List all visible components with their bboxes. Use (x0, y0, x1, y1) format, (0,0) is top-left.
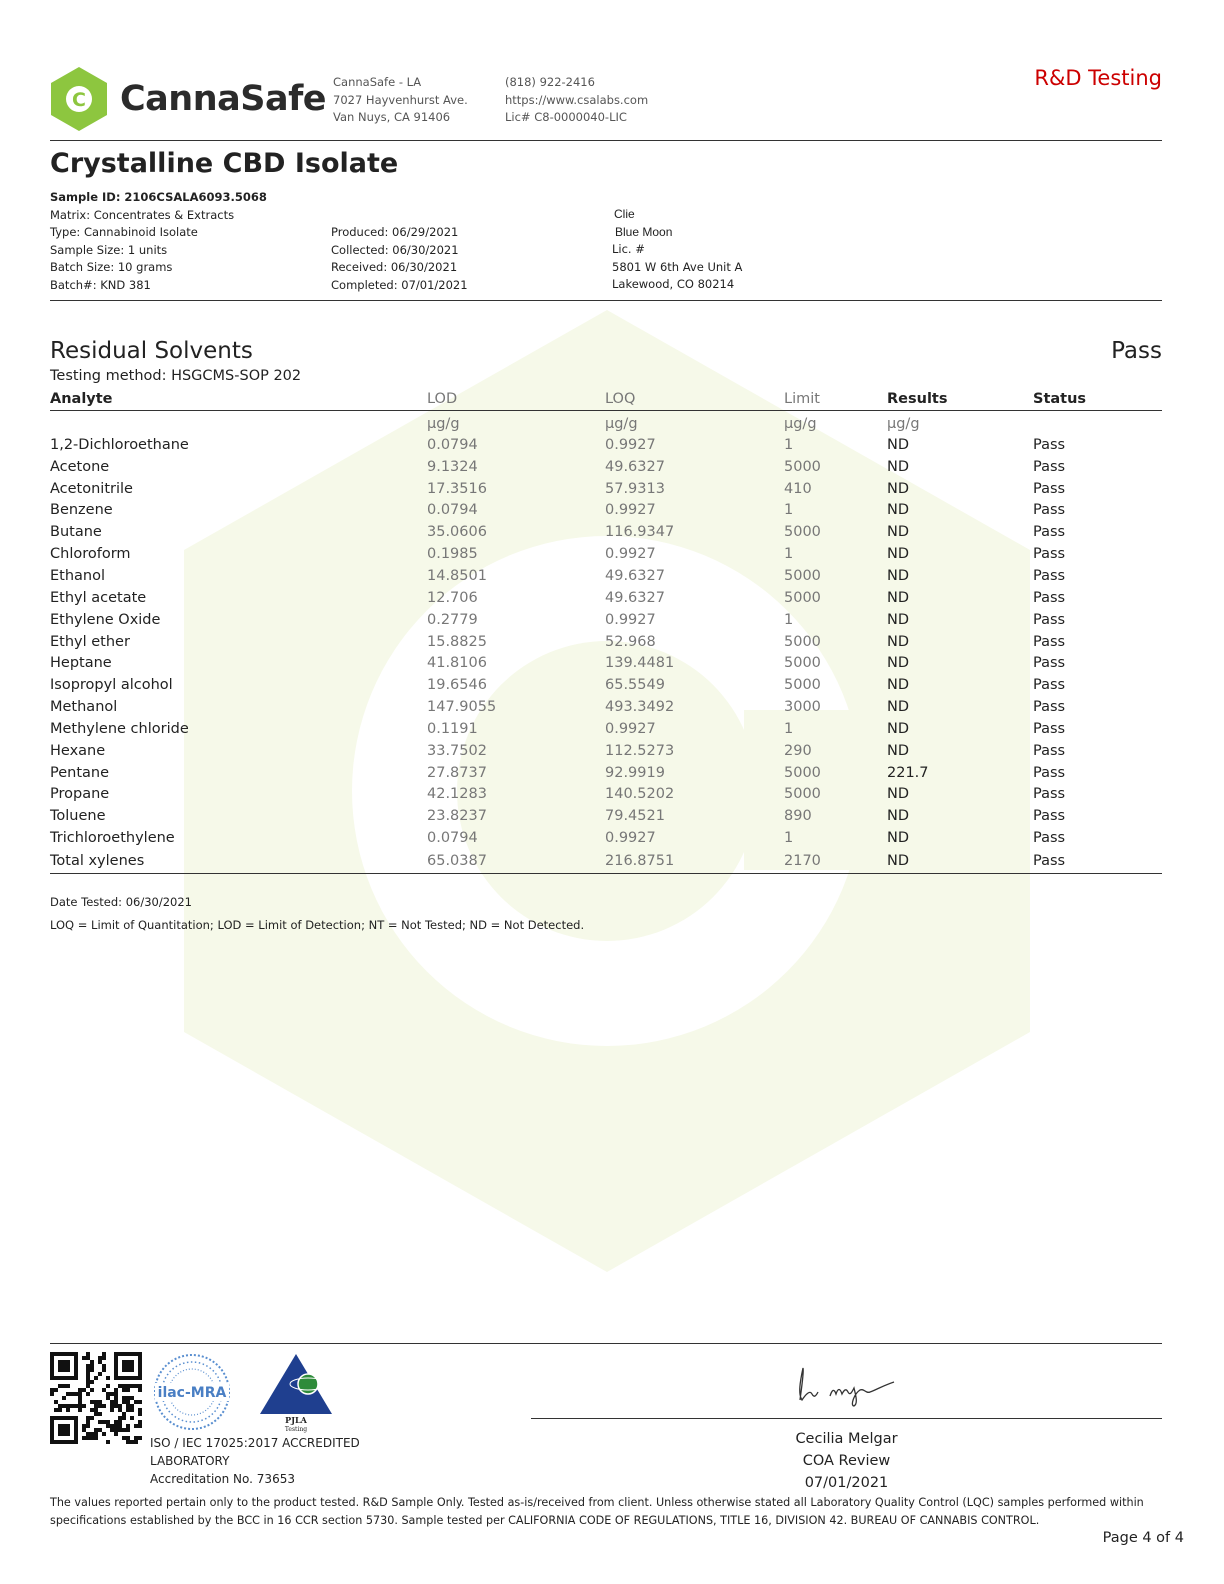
loq-cell: 0.9927 (605, 720, 656, 737)
lod-cell: 19.6546 (427, 677, 487, 694)
units-row (50, 410, 1162, 434)
limit-cell: 5000 (784, 524, 821, 541)
sample-info (50, 189, 267, 294)
result-cell: ND (887, 720, 910, 737)
client-address-line2: Lakewood, CO 80214 (612, 277, 735, 291)
received-date: Received: 06/30/2021 (331, 260, 458, 274)
lod-cell: 9.1324 (427, 458, 478, 475)
table-row (50, 827, 1162, 849)
loq-cell: 0.9927 (605, 546, 656, 563)
status-cell: Pass (1033, 524, 1066, 541)
client-name: Blue Moon (615, 224, 673, 239)
lod-cell: 27.8737 (427, 764, 487, 781)
unit-cell (50, 410, 427, 434)
status-cell: Pass (1033, 830, 1066, 847)
ilac-label: ilac-MRA (157, 1385, 227, 1401)
hexagon-logo-icon (50, 66, 108, 132)
lod-cell: 42.1283 (427, 786, 487, 803)
lod-cell: 0.0794 (427, 830, 478, 847)
status-cell: Pass (1033, 655, 1066, 672)
table-row (50, 456, 1162, 478)
table-header-row (50, 389, 1162, 410)
header-loq: LOQ (605, 389, 784, 410)
table-row (50, 478, 1162, 500)
status-cell: Pass (1033, 808, 1066, 825)
lod-cell: 23.8237 (427, 808, 487, 825)
header-status: Status (1033, 389, 1162, 410)
header-analyte: Analyte (50, 389, 427, 410)
limit-cell: 5000 (784, 458, 821, 475)
table-row (50, 565, 1162, 587)
loq-cell: 216.8751 (605, 849, 784, 873)
sample-dates (331, 224, 468, 294)
table-row (50, 521, 1162, 543)
section-title: Residual Solvents (50, 338, 253, 364)
page-number: Page 4 of 4 (1102, 1530, 1184, 1546)
pjla-sub: Testing (284, 1426, 308, 1433)
unit-cell: µg/g (784, 415, 817, 432)
table-row (50, 609, 1162, 631)
logo-letter: C (72, 89, 86, 111)
limit-cell: 1 (784, 502, 794, 519)
limit-cell: 2170 (784, 849, 887, 873)
analyte-cell: Ethyl acetate (50, 589, 147, 606)
status-cell: Pass (1033, 546, 1066, 563)
accreditation-line2: LABORATORY (150, 1454, 230, 1468)
sample-type: Type: Cannabinoid Isolate (50, 225, 198, 239)
lod-cell: 0.1985 (427, 546, 478, 563)
status-cell: Pass (1033, 764, 1066, 781)
analyte-cell: Hexane (50, 742, 106, 759)
limit-cell: 5000 (784, 655, 821, 672)
header-lod: LOD (427, 389, 605, 410)
status-cell: Pass (1033, 589, 1066, 606)
loq-cell: 52.968 (605, 633, 656, 650)
loq-cell: 0.9927 (605, 502, 656, 519)
loq-cell: 493.3492 (605, 699, 675, 716)
loq-cell: 49.6327 (605, 567, 665, 584)
unit-cell: µg/g (427, 415, 460, 432)
reviewer-role: COA Review (802, 1453, 891, 1469)
divider (50, 300, 1162, 301)
signature (790, 1360, 910, 1408)
limit-cell: 5000 (784, 764, 821, 781)
loq-cell: 92.9919 (605, 764, 665, 781)
limit-cell: 3000 (784, 699, 821, 716)
status-cell: Pass (1033, 849, 1162, 873)
status-cell: Pass (1033, 786, 1066, 803)
analyte-cell: Chloroform (50, 546, 131, 563)
limit-cell: 5000 (784, 567, 821, 584)
table-row (50, 587, 1162, 609)
analyte-cell: Ethylene Oxide (50, 611, 161, 628)
ilac-mra-logo-icon (152, 1352, 232, 1432)
lod-cell: 41.8106 (427, 655, 487, 672)
table-row (50, 784, 1162, 806)
client-license: Lic. # (612, 242, 645, 256)
report-type: R&D Testing (1034, 66, 1162, 90)
lod-cell: 33.7502 (427, 742, 487, 759)
result-cell: ND (887, 567, 910, 584)
lod-cell: 12.706 (427, 589, 478, 606)
divider (50, 140, 1162, 141)
header-results: Results (887, 389, 1033, 410)
status-cell: Pass (1033, 436, 1066, 453)
testing-method: Testing method: HSGCMS-SOP 202 (50, 368, 302, 384)
result-cell: ND (887, 808, 910, 825)
table-row (50, 805, 1162, 827)
table-row (50, 849, 1162, 873)
status-cell: Pass (1033, 677, 1066, 694)
result-cell: ND (887, 611, 910, 628)
status-cell: Pass (1033, 480, 1066, 497)
lab-phone: (818) 922-2416 (505, 75, 595, 89)
status-cell: Pass (1033, 458, 1066, 475)
table-row (50, 434, 1162, 456)
result-cell: ND (887, 786, 910, 803)
pjla-logo-icon (258, 1352, 334, 1434)
table-row (50, 500, 1162, 522)
unit-cell (1033, 410, 1162, 434)
header-limit: Limit (784, 389, 887, 410)
lab-address-line1: 7027 Hayvenhurst Ave. (333, 92, 468, 107)
lab-address (333, 74, 468, 127)
limit-cell: 5000 (784, 633, 821, 650)
loq-cell: 0.9927 (605, 436, 656, 453)
collected-date: Collected: 06/30/2021 (331, 242, 459, 257)
status-cell: Pass (1033, 502, 1066, 519)
analyte-cell: Acetone (50, 458, 110, 475)
lod-cell: 14.8501 (427, 567, 487, 584)
accreditation-line1: ISO / IEC 17025:2017 ACCREDITED (150, 1436, 360, 1450)
lod-cell: 35.0606 (427, 524, 487, 541)
product-title: Crystalline CBD Isolate (50, 148, 399, 179)
loq-cell: 140.5202 (605, 786, 675, 803)
results-table (50, 389, 1162, 874)
limit-cell: 1 (784, 830, 794, 847)
table-row (50, 652, 1162, 674)
result-cell: ND (887, 677, 910, 694)
status-cell: Pass (1033, 567, 1066, 584)
result-cell: ND (887, 633, 910, 650)
limit-cell: 1 (784, 546, 794, 563)
loq-cell: 57.9313 (605, 480, 665, 497)
reviewer-name: Cecilia Melgar (795, 1431, 898, 1447)
table-row (50, 674, 1162, 696)
client-address-line1: 5801 W 6th Ave Unit A (612, 259, 743, 274)
disclaimer: The values reported pertain only to the product tested. R&D Sample Only. Tested as-is/received from client. Unless otherwise stated all Laboratory Quality Control (LQC) samples performed within specifications established by the BCC in 16 CCR section 5730. Sample tested per CALIFORNIA CODE OF REGULATIONS, TITLE 16, DIVISION 42. BUREAU OF CANNABIS CONTROL. (50, 1496, 1144, 1527)
result-cell: ND (887, 699, 910, 716)
lab-name: CannaSafe - LA (333, 75, 422, 89)
analyte-cell: Acetonitrile (50, 480, 133, 497)
batch-number: Batch#: KND 381 (50, 277, 151, 292)
status-cell: Pass (1033, 720, 1066, 737)
analyte-cell: Heptane (50, 655, 112, 672)
produced-date: Produced: 06/29/2021 (331, 225, 459, 239)
lod-cell: 17.3516 (427, 480, 487, 497)
result-cell: ND (887, 589, 910, 606)
unit-cell: µg/g (605, 415, 638, 432)
abbreviation-legend: LOQ = Limit of Quantitation; LOD = Limit of Detection; NT = Not Tested; ND = Not Detected. (50, 918, 585, 932)
analyte-cell: Butane (50, 524, 102, 541)
section-overall-status: Pass (1111, 338, 1162, 364)
lod-cell: 65.0387 (427, 849, 605, 873)
lab-contact (505, 74, 648, 127)
analyte-cell: Isopropyl alcohol (50, 677, 173, 694)
limit-cell: 5000 (784, 677, 821, 694)
result-cell: ND (887, 502, 910, 519)
loq-cell: 139.4481 (605, 655, 675, 672)
lod-cell: 0.1191 (427, 720, 478, 737)
limit-cell: 890 (784, 808, 812, 825)
status-cell: Pass (1033, 742, 1066, 759)
table-row (50, 718, 1162, 740)
result-cell: 221.7 (887, 764, 929, 781)
table-row (50, 762, 1162, 784)
lod-cell: 0.0794 (427, 436, 478, 453)
brand-name: CannaSafe (120, 79, 327, 119)
analyte-cell: 1,2-Dichloroethane (50, 436, 189, 453)
lab-address-line2: Van Nuys, CA 91406 (333, 110, 451, 124)
unit-cell: µg/g (887, 415, 920, 432)
analyte-cell: Ethyl ether (50, 633, 130, 650)
reviewer-block (531, 1428, 1162, 1494)
limit-cell: 290 (784, 742, 812, 759)
cannasafe-logo (50, 66, 327, 132)
lod-cell: 0.2779 (427, 611, 478, 628)
lod-cell: 0.0794 (427, 502, 478, 519)
lod-cell: 147.9055 (427, 699, 497, 716)
table-row (50, 696, 1162, 718)
analyte-cell: Propane (50, 786, 110, 803)
result-cell: ND (887, 458, 910, 475)
accreditation-text (150, 1434, 360, 1488)
analyte-cell: Methanol (50, 699, 118, 716)
result-cell: ND (887, 524, 910, 541)
result-cell: ND (887, 480, 910, 497)
loq-cell: 0.9927 (605, 611, 656, 628)
table-row (50, 631, 1162, 653)
loq-cell: 49.6327 (605, 458, 665, 475)
table-row (50, 543, 1162, 565)
analyte-cell: Ethanol (50, 567, 106, 584)
notes (50, 891, 584, 937)
status-cell: Pass (1033, 633, 1066, 650)
analyte-cell: Benzene (50, 502, 113, 519)
result-cell: ND (887, 830, 910, 847)
client-info (612, 206, 742, 294)
loq-cell: 65.5549 (605, 677, 665, 694)
lod-cell: 15.8825 (427, 633, 487, 650)
loq-cell: 0.9927 (605, 830, 656, 847)
sample-size: Sample Size: 1 units (50, 242, 168, 257)
result-cell: ND (887, 655, 910, 672)
status-cell: Pass (1033, 699, 1066, 716)
review-date: 07/01/2021 (804, 1475, 889, 1491)
analyte-cell: Toluene (50, 808, 106, 825)
analyte-cell: Total xylenes (50, 849, 427, 873)
analyte-cell: Trichloroethylene (50, 830, 175, 847)
loq-cell: 116.9347 (605, 524, 675, 541)
limit-cell: 410 (784, 480, 812, 497)
result-cell: ND (887, 849, 1033, 873)
accreditation-number: Accreditation No. 73653 (150, 1472, 295, 1486)
analyte-cell: Pentane (50, 764, 110, 781)
loq-cell: 79.4521 (605, 808, 665, 825)
lab-website[interactable]: https://www.csalabs.com (505, 92, 649, 107)
limit-cell: 1 (784, 611, 794, 628)
signature-line (531, 1418, 1162, 1419)
loq-cell: 112.5273 (605, 742, 675, 759)
status-cell: Pass (1033, 611, 1066, 628)
limit-cell: 5000 (784, 589, 821, 606)
limit-cell: 5000 (784, 786, 821, 803)
qr-code-icon (50, 1352, 142, 1444)
batch-size: Batch Size: 10 grams (50, 260, 173, 274)
limit-cell: 1 (784, 436, 794, 453)
result-cell: ND (887, 436, 910, 453)
divider (50, 1343, 1162, 1344)
client-label: Clie (614, 207, 635, 221)
result-cell: ND (887, 546, 910, 563)
loq-cell: 49.6327 (605, 589, 665, 606)
sample-id: Sample ID: 2106CSALA6093.5068 (50, 190, 267, 204)
lab-license: Lic# C8-0000040-LIC (505, 110, 627, 124)
date-tested: Date Tested: 06/30/2021 (50, 895, 192, 909)
completed-date: Completed: 07/01/2021 (331, 277, 468, 292)
pjla-label: PJLA (285, 1415, 307, 1425)
limit-cell: 1 (784, 720, 794, 737)
sample-matrix: Matrix: Concentrates & Extracts (50, 207, 235, 222)
table-row (50, 740, 1162, 762)
result-cell: ND (887, 742, 910, 759)
analyte-cell: Methylene chloride (50, 720, 189, 737)
